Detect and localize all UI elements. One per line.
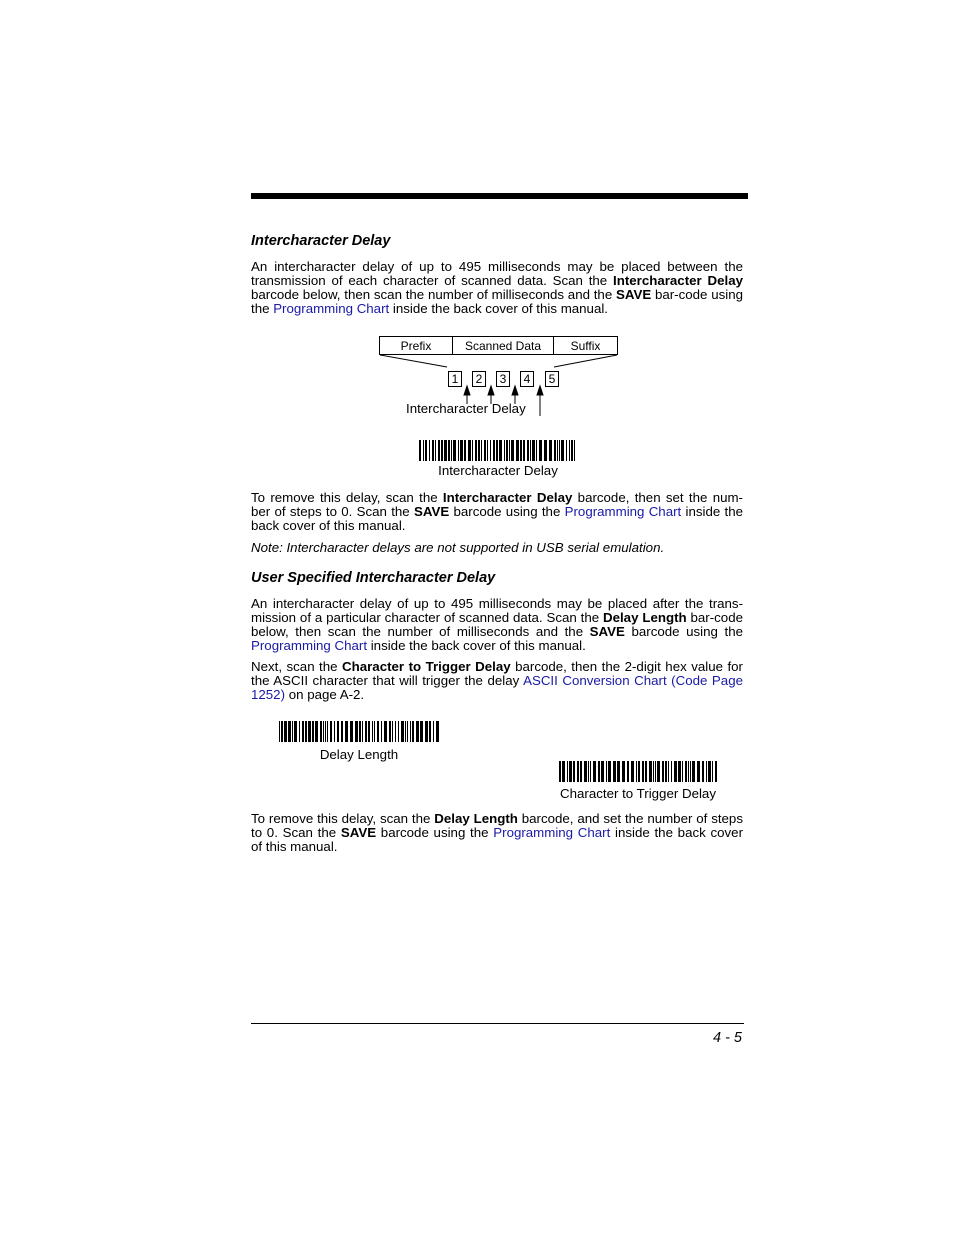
cross-reference-link[interactable]: ASCII Conversion Chart (Code Page 1252) xyxy=(251,673,743,702)
barcode-bar xyxy=(458,440,459,461)
barcode-bar xyxy=(288,721,291,742)
barcode-bar xyxy=(708,761,711,782)
barcode-bar xyxy=(305,721,307,742)
text-run: barcode, then set the num-ber of steps to 0. Scan the xyxy=(251,490,743,519)
text-run: barcode using the xyxy=(449,504,565,519)
bold-text: SAVE xyxy=(615,287,652,302)
barcode-bar xyxy=(425,721,428,742)
barcode-bar xyxy=(511,440,514,461)
barcode-bar xyxy=(561,440,564,461)
barcode-bar xyxy=(362,721,363,742)
barcode-bar xyxy=(438,440,440,461)
barcode-bar xyxy=(392,721,393,742)
barcode-bar xyxy=(539,440,542,461)
bold-text: Character to Trigger Delay xyxy=(342,659,511,674)
barcode-bar xyxy=(692,761,695,782)
barcode-bar xyxy=(554,440,556,461)
paragraph xyxy=(251,812,743,854)
barcode-bar xyxy=(636,761,637,782)
char-box-1: 1 xyxy=(448,371,462,387)
barcode-bar xyxy=(520,440,522,461)
char-box-2: 2 xyxy=(472,371,486,387)
barcode-bar xyxy=(712,761,713,782)
barcode-bar xyxy=(685,761,687,782)
barcode-bar xyxy=(662,761,664,782)
barcode-bar xyxy=(374,721,375,742)
barcode-bar xyxy=(302,721,304,742)
text-run: inside the back cover of this manual. xyxy=(251,504,743,533)
barcode-bar xyxy=(655,761,656,782)
character-to-trigger-delay-barcode[interactable] xyxy=(559,761,718,782)
barcode-bar xyxy=(601,761,604,782)
text-run: on page A-2. xyxy=(285,687,365,702)
barcode-bar xyxy=(678,761,681,782)
barcode-bar xyxy=(527,440,529,461)
barcode-bar xyxy=(433,721,434,742)
barcode-bar xyxy=(315,721,318,742)
text-run: inside the back cover of this manual. xyxy=(367,638,586,653)
barcode-bar xyxy=(668,761,669,782)
barcode-bar xyxy=(453,440,456,461)
barcode-bar xyxy=(472,440,473,461)
prefix-field: Prefix xyxy=(380,337,453,354)
barcode-bar xyxy=(429,440,430,461)
barcode-bar xyxy=(706,761,707,782)
barcode-bar xyxy=(395,721,396,742)
barcode-bar xyxy=(506,440,508,461)
barcode-bar xyxy=(365,721,367,742)
bold-text: SAVE xyxy=(413,504,450,519)
text-run: To remove this delay, scan the xyxy=(251,811,435,826)
barcode-bar xyxy=(715,761,717,782)
char-box-3: 3 xyxy=(496,371,510,387)
barcode-bar xyxy=(435,440,436,461)
barcode-bar xyxy=(509,440,510,461)
barcode-bar xyxy=(475,440,477,461)
barcode-bar xyxy=(642,761,644,782)
barcode-bar xyxy=(484,440,486,461)
barcode-bar xyxy=(407,721,408,742)
diagram-label: Intercharacter Delay xyxy=(406,401,526,416)
barcode-bar xyxy=(448,440,450,461)
barcode-bar xyxy=(496,440,498,461)
barcode-bar xyxy=(432,440,434,461)
barcode-bar xyxy=(405,721,406,742)
barcode-bar xyxy=(536,440,537,461)
barcode-bar xyxy=(372,721,373,742)
barcode-bar xyxy=(653,761,654,782)
barcode-bar xyxy=(464,440,466,461)
paragraph xyxy=(251,597,743,653)
barcode-bar xyxy=(410,721,411,742)
barcode-bar xyxy=(327,721,328,742)
barcode-bar xyxy=(312,721,314,742)
barcode-caption: Character to Trigger Delay xyxy=(560,786,716,801)
barcode-bar xyxy=(325,721,326,742)
barcode-bar xyxy=(569,440,570,461)
barcode-bar xyxy=(499,440,502,461)
barcode-bar xyxy=(444,440,447,461)
barcode-bar xyxy=(574,440,575,461)
barcode-bar xyxy=(330,721,332,742)
barcode-bar xyxy=(398,721,399,742)
barcode-bar xyxy=(530,440,531,461)
text-run: barcode below, then scan the number of milliseconds and the xyxy=(251,287,616,302)
barcode-bar xyxy=(460,440,463,461)
barcode-bar xyxy=(308,721,311,742)
barcode-bar xyxy=(590,761,591,782)
barcode-bar xyxy=(557,440,558,461)
barcode-bar xyxy=(423,440,424,461)
section-heading-intercharacter-delay: Intercharacter Delay xyxy=(251,233,391,249)
bold-text: SAVE xyxy=(589,624,625,639)
text-run: barcode, then the 2-digit hex value for the ASCII character that will trigger the delay xyxy=(251,659,743,688)
bold-text: Intercharacter Delay xyxy=(613,273,743,288)
barcode-bar xyxy=(532,440,535,461)
barcode-bar xyxy=(294,721,297,742)
barcode-bar xyxy=(292,721,293,742)
barcode-bar xyxy=(580,761,582,782)
barcode-bar xyxy=(573,761,575,782)
barcode-bar xyxy=(299,721,300,742)
barcode-bar xyxy=(588,761,589,782)
barcode-bar xyxy=(657,761,660,782)
barcode-bar xyxy=(425,440,427,461)
text-run: barcode using the xyxy=(376,825,494,840)
barcode-bar xyxy=(355,721,358,742)
text-run: inside the back cover of this manual. xyxy=(389,301,608,316)
cross-reference-link[interactable]: Programming Chart xyxy=(493,825,611,840)
barcode-bar xyxy=(577,761,579,782)
barcode-bar xyxy=(490,440,491,461)
barcode-bar xyxy=(682,761,683,782)
barcode-bar xyxy=(645,761,647,782)
bold-text: Intercharacter Delay xyxy=(442,490,573,505)
barcode-bar xyxy=(279,721,280,742)
barcode-bar xyxy=(345,721,348,742)
barcode-bar xyxy=(451,440,452,461)
barcode-bar xyxy=(419,440,421,461)
suffix-field: Suffix xyxy=(570,338,601,353)
barcode-bar xyxy=(584,761,587,782)
barcode-caption: Intercharacter Delay xyxy=(438,463,558,478)
barcode-bar xyxy=(697,761,700,782)
bold-text: Delay Length xyxy=(434,811,518,826)
barcode-bar xyxy=(627,761,629,782)
barcode-bar xyxy=(350,721,353,742)
barcode-bar xyxy=(401,721,404,742)
barcode-bar xyxy=(436,721,439,742)
barcode-bar xyxy=(544,440,547,461)
text-run: barcode, and set the number of steps to 0. Scan the xyxy=(251,811,743,840)
bold-text: Delay Length xyxy=(602,610,687,625)
barcode-bar xyxy=(638,761,640,782)
text-run: An intercharacter delay of up to 495 milliseconds may be placed between the transmission of each character of scanned data. Scan the xyxy=(251,259,743,288)
barcode-bar xyxy=(487,440,488,461)
bold-text: SAVE xyxy=(340,825,377,840)
barcode-bar xyxy=(516,440,519,461)
cross-reference-link[interactable]: Programming Chart xyxy=(251,638,368,653)
barcode-bar xyxy=(416,721,419,742)
barcode-bar xyxy=(320,721,322,742)
barcode-bar xyxy=(688,761,689,782)
barcode-bar xyxy=(569,761,572,782)
barcode-bar xyxy=(281,721,283,742)
bottom-rule xyxy=(251,1023,744,1024)
char-box-4: 4 xyxy=(520,371,534,387)
barcode-bar xyxy=(671,761,672,782)
barcode-bar xyxy=(441,440,443,461)
barcode-bar xyxy=(562,761,565,782)
top-rule xyxy=(251,193,748,199)
paragraph xyxy=(251,491,743,533)
barcode-bar xyxy=(617,761,620,782)
text-run: barcode using the xyxy=(624,624,743,639)
barcode-bar xyxy=(559,440,560,461)
barcode-bar xyxy=(702,761,704,782)
note: Note: Intercharacter delays are not supported in USB serial emulation. xyxy=(251,540,665,555)
barcode-bar xyxy=(606,761,607,782)
barcode-bar xyxy=(649,761,652,782)
barcode-bar xyxy=(429,721,431,742)
barcode-bar xyxy=(567,761,568,782)
barcode-bar xyxy=(384,721,387,742)
barcode-bar xyxy=(549,440,552,461)
barcode-bar xyxy=(622,761,625,782)
barcode-bar xyxy=(608,761,611,782)
cross-reference-link[interactable]: Programming Chart xyxy=(273,301,390,316)
barcode-bar xyxy=(468,440,471,461)
barcode-bar xyxy=(420,721,423,742)
text-run: To remove this delay, scan the xyxy=(251,490,443,505)
barcode-caption: Delay Length xyxy=(319,747,399,762)
barcode-bar xyxy=(377,721,379,742)
barcode-bar xyxy=(493,440,495,461)
barcode-bar xyxy=(571,440,573,461)
cross-reference-link[interactable]: Programming Chart xyxy=(564,504,682,519)
barcode-bar xyxy=(412,721,414,742)
barcode-bar xyxy=(359,721,361,742)
barcode-bar xyxy=(566,440,567,461)
barcode-bar xyxy=(593,761,596,782)
barcode-bar xyxy=(559,761,561,782)
text-run: bar-code below, then scan the number of milliseconds and the xyxy=(251,610,743,639)
barcode-bar xyxy=(665,761,667,782)
text-run: bar-code using the xyxy=(251,287,743,316)
barcode-bar xyxy=(334,721,335,742)
section-heading-user-specified: User Specified Intercharacter Delay xyxy=(251,570,496,586)
page-number: 4 - 5 xyxy=(712,1030,742,1046)
barcode-bar xyxy=(341,721,343,742)
paragraph xyxy=(251,260,743,316)
barcode-bar xyxy=(284,721,287,742)
barcode-bar xyxy=(389,721,391,742)
barcode-bar xyxy=(368,721,370,742)
intercharacter-delay-barcode[interactable] xyxy=(419,440,578,461)
text-run: Next, scan the xyxy=(251,659,343,674)
barcode-bar xyxy=(478,440,480,461)
delay-length-barcode[interactable] xyxy=(279,721,439,742)
text-run: inside the back cover of this manual. xyxy=(251,825,744,854)
scanned-data-field: Scanned Data xyxy=(453,337,554,354)
barcode-bar xyxy=(631,761,634,782)
data-format-diagram xyxy=(379,336,618,355)
char-box-5: 5 xyxy=(545,371,559,387)
barcode-bar xyxy=(523,440,525,461)
barcode-bar xyxy=(690,761,691,782)
barcode-bar xyxy=(613,761,616,782)
barcode-bar xyxy=(481,440,482,461)
barcode-bar xyxy=(674,761,677,782)
barcode-bar xyxy=(337,721,339,742)
text-run: An intercharacter delay of up to 495 milliseconds may be placed after the trans-mission of a particular character of scanned data. Scan the xyxy=(251,596,743,625)
barcode-bar xyxy=(323,721,324,742)
barcode-bar xyxy=(598,761,600,782)
paragraph xyxy=(251,660,743,702)
barcode-bar xyxy=(381,721,382,742)
barcode-bar xyxy=(504,440,505,461)
